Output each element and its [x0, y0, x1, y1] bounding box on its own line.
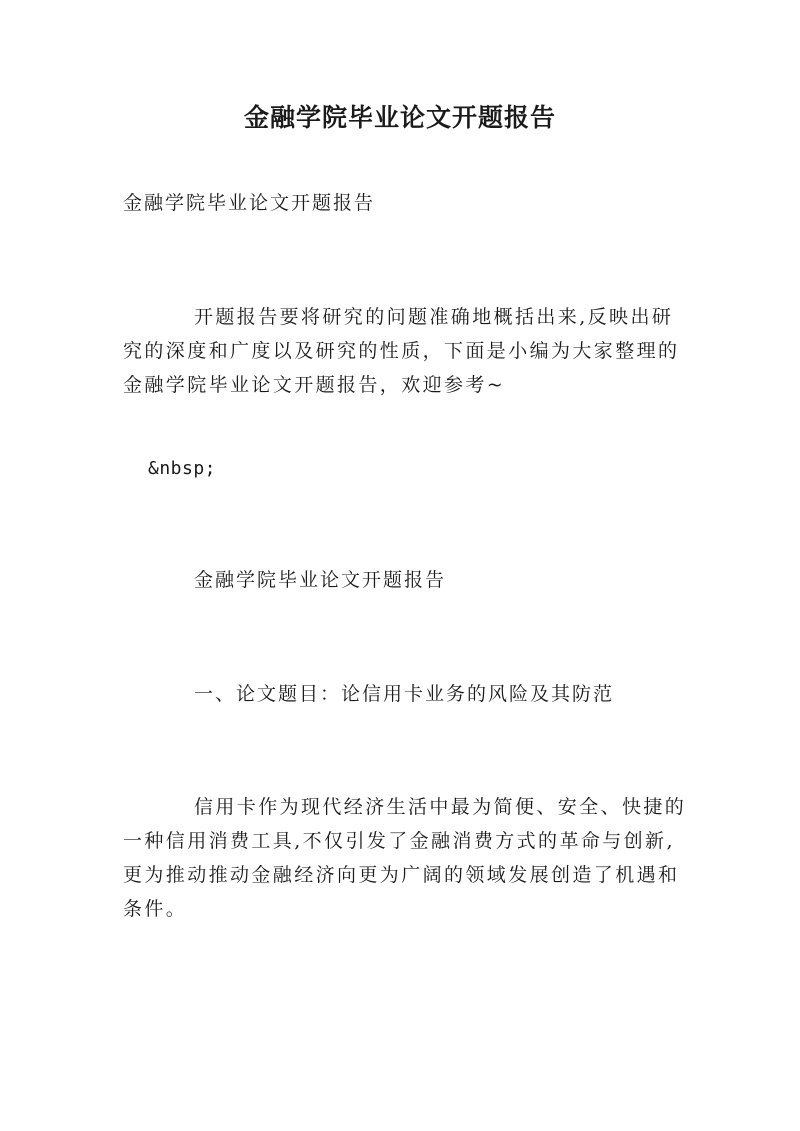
thesis-topic-heading: 一、论文题目：论信用卡业务的风险及其防范 — [194, 683, 615, 705]
document-subtitle: 金融学院毕业论文开题报告 — [123, 192, 376, 214]
nbsp-text: &nbsp; — [148, 458, 217, 479]
document-title: 金融学院毕业论文开题报告 — [243, 103, 556, 132]
body-paragraph: 信用卡作为现代经济生活中最为简便、安全、快捷的一种信用消费工具,不仅引发了金融消费方式的革命与创新,更为推动推动金融经济向更为广阔的领域发展创造了机遇和条件。 — [123, 796, 687, 920]
intro-paragraph: 开题报告要将研究的问题准确地概括出来,反映出研究的深度和广度以及研究的性质，下面是小编为大家整理的金融学院毕业论文开题报告，欢迎参考~ — [123, 306, 680, 396]
section-title: 金融学院毕业论文开题报告 — [194, 569, 447, 591]
